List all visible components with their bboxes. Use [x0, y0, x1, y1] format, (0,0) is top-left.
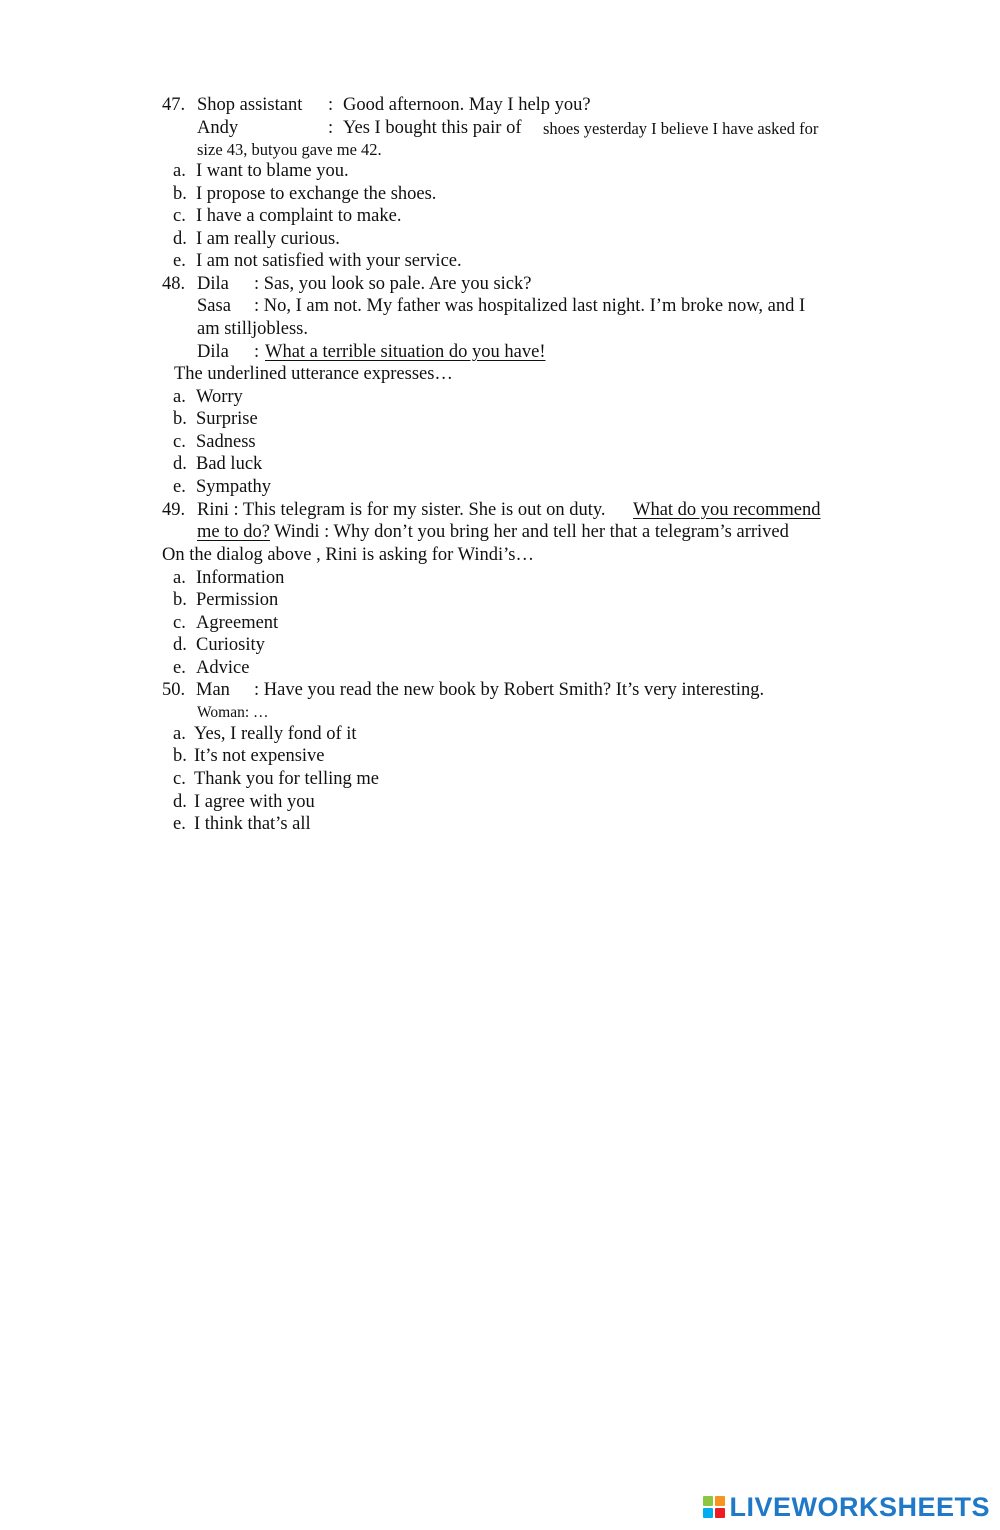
- option-text: Surprise: [196, 409, 258, 429]
- option-letter: d.: [173, 454, 187, 474]
- question-number: 50.: [162, 680, 186, 700]
- option-letter: e.: [173, 658, 186, 678]
- option-letter: b.: [173, 590, 187, 610]
- option-text: Thank you for telling me: [194, 769, 379, 789]
- logo-squares-icon: [703, 1496, 725, 1518]
- option-text: Yes, I really fond of it: [194, 724, 357, 744]
- option-text: I have a complaint to make.: [196, 206, 402, 226]
- speaker-colon: :: [328, 118, 334, 138]
- liveworksheets-logo[interactable]: [703, 1490, 990, 1524]
- option-text: Sympathy: [196, 477, 272, 497]
- logo-square: [703, 1496, 713, 1506]
- option-letter: e.: [173, 477, 186, 497]
- option-letter: d.: [173, 792, 187, 812]
- dialogue-line: Good afternoon. May I help you?: [343, 95, 591, 115]
- option-text: I think that’s all: [194, 814, 311, 834]
- dialogue-line: am stilljobless.: [197, 319, 308, 339]
- option-text: Permission: [196, 590, 279, 610]
- option-letter: a.: [173, 161, 186, 181]
- option-text: I want to blame you.: [196, 161, 349, 181]
- option-letter: e.: [173, 251, 186, 271]
- brand-name: LIVEWORKSHEETS: [729, 1491, 990, 1522]
- logo-square: [715, 1508, 725, 1518]
- dialogue-line: Rini : This telegram is for my sister. She is out on duty.: [197, 500, 606, 520]
- option-text: Curiosity: [196, 635, 265, 655]
- dialogue-line: Yes I bought this pair of: [343, 118, 522, 138]
- option-text: Sadness: [196, 432, 256, 452]
- option-text: I am not satisfied with your service.: [196, 251, 462, 271]
- option-letter: b.: [173, 746, 187, 766]
- logo-square: [703, 1508, 713, 1518]
- dialogue-line: : Sas, you look so pale. Are you sick?: [254, 274, 532, 294]
- speaker-label: Dila: [197, 342, 229, 362]
- option-letter: c.: [173, 206, 186, 226]
- option-text: Agreement: [196, 613, 279, 633]
- option-letter: a.: [173, 568, 186, 588]
- dialogue-line: : No, I am not. My father was hospitalized last night. I’m broke now, and I: [254, 296, 806, 316]
- option-text: It’s not expensive: [194, 746, 325, 766]
- option-text: Information: [196, 568, 285, 588]
- speaker-label: Shop assistant: [197, 95, 303, 115]
- option-text: Bad luck: [196, 454, 263, 474]
- question-number: 49.: [162, 500, 186, 520]
- option-letter: c.: [173, 769, 186, 789]
- question-number: 47.: [162, 95, 186, 115]
- underlined-utterance: me to do?: [197, 522, 270, 542]
- underlined-utterance: What do you recommend: [633, 500, 821, 520]
- option-letter: d.: [173, 229, 187, 249]
- option-letter: c.: [173, 613, 186, 633]
- option-letter: a.: [173, 387, 186, 407]
- option-text: Worry: [196, 387, 243, 407]
- speaker-colon: :: [328, 95, 334, 115]
- speaker-colon: :: [254, 342, 260, 362]
- option-letter: a.: [173, 724, 186, 744]
- option-text: I agree with you: [194, 792, 315, 812]
- dialogue-line: shoes yesterday I believe I have asked for: [543, 119, 819, 138]
- speaker-label: Man: [196, 680, 230, 700]
- logo-square: [715, 1496, 725, 1506]
- option-text: I propose to exchange the shoes.: [196, 184, 437, 204]
- question-number: 48.: [162, 274, 186, 294]
- dialogue-line: Woman: …: [197, 704, 269, 721]
- option-letter: d.: [173, 635, 187, 655]
- option-text: Advice: [196, 658, 250, 678]
- question-prompt: The underlined utterance expresses…: [174, 364, 453, 384]
- speaker-label: Sasa: [197, 296, 231, 316]
- option-letter: b.: [173, 184, 187, 204]
- option-letter: b.: [173, 409, 187, 429]
- option-letter: e.: [173, 814, 186, 834]
- speaker-label: Andy: [197, 118, 239, 138]
- dialogue-line: : Have you read the new book by Robert Smith? It’s very interesting.: [254, 680, 765, 700]
- dialogue-line: Windi : Why don’t you bring her and tell her that a telegram’s arrived: [274, 522, 789, 542]
- speaker-label: Dila: [197, 274, 229, 294]
- dialogue-line: size 43, butyou gave me 42.: [197, 140, 382, 159]
- underlined-utterance: What a terrible situation do you have!: [265, 342, 546, 362]
- question-prompt: On the dialog above , Rini is asking for Windi’s…: [162, 545, 534, 565]
- option-text: I am really curious.: [196, 229, 340, 249]
- option-letter: c.: [173, 432, 186, 452]
